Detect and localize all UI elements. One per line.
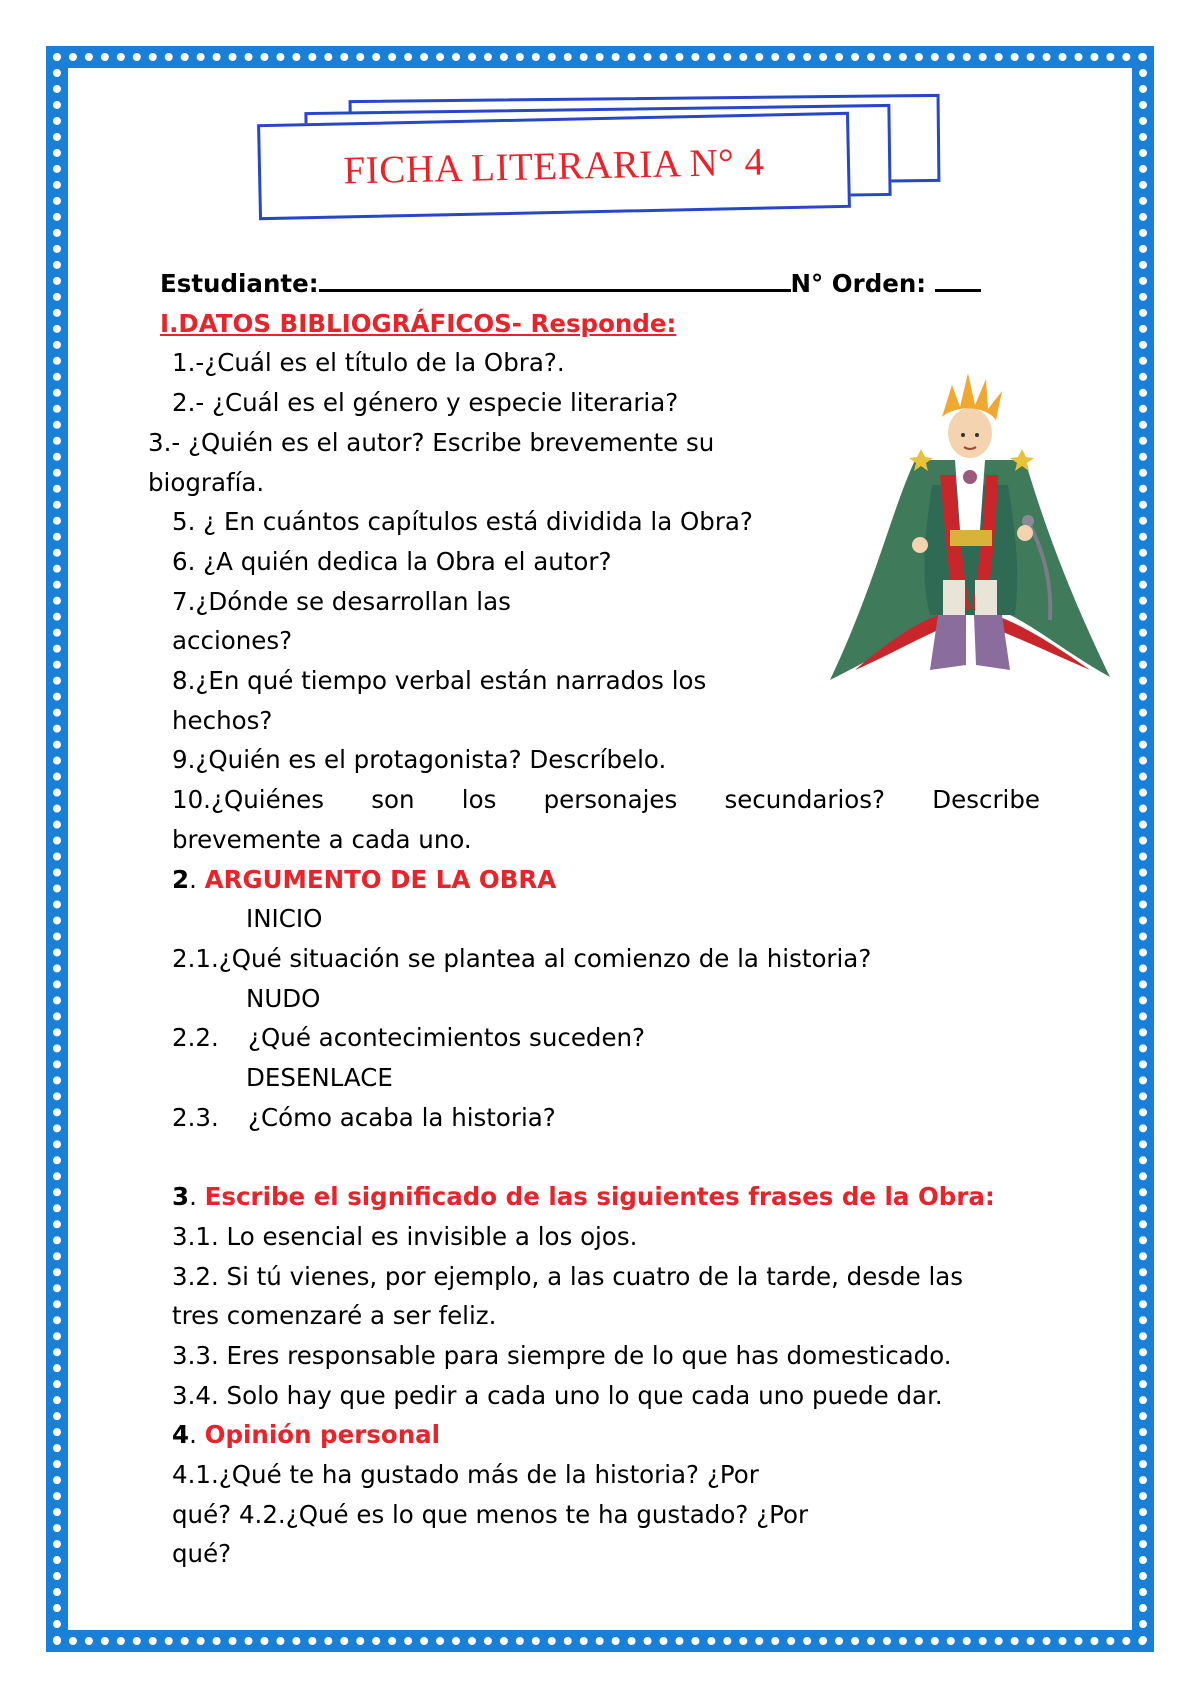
q10-word: personajes bbox=[543, 785, 678, 815]
title-card-front bbox=[257, 112, 851, 220]
q23-number: 2.3. bbox=[172, 1102, 219, 1132]
question-10-line2: brevemente a cada uno. bbox=[172, 824, 472, 854]
section3-heading: 3. Escribe el significado de las siguientes frases de la Obra: bbox=[172, 1182, 995, 1212]
phrase-3-2-line1: 3.2. Si tú vienes, por ejemplo, a las cuatro de la tarde, desde las bbox=[172, 1261, 964, 1291]
question-8-line1: 8.¿En qué tiempo verbal están narrados los bbox=[172, 666, 707, 696]
question-3-line1: 3.- ¿Quién es el autor? Escribe brevemente su bbox=[148, 427, 715, 457]
section2-title: ARGUMENTO DE LA OBRA bbox=[204, 864, 557, 894]
phrase-3-3: 3.3. Eres responsable para siempre de lo que has domesticado. bbox=[172, 1340, 952, 1370]
q10-word: son bbox=[371, 785, 415, 815]
question-8-line2: hechos? bbox=[172, 705, 273, 735]
q23-text: ¿Cómo acaba la historia? bbox=[248, 1102, 556, 1132]
question-5: 5. ¿ En cuántos capítulos está dividida la Obra? bbox=[172, 507, 753, 537]
phrase-3-4: 3.4. Solo hay que pedir a cada uno lo que cada uno puede dar. bbox=[172, 1380, 943, 1410]
phrase-3-2-line2: tres comenzaré a ser feliz. bbox=[172, 1301, 497, 1331]
inicio-label: INICIO bbox=[246, 904, 323, 934]
student-line bbox=[160, 264, 1040, 304]
opinion-line3: qué? bbox=[172, 1539, 232, 1569]
question-2: 2.- ¿Cuál es el género y especie literaria? bbox=[172, 388, 679, 418]
q10-word: Describe bbox=[932, 785, 1040, 815]
student-label: Estudiante: bbox=[160, 269, 319, 298]
section2-number: 2 bbox=[172, 864, 190, 894]
question-3-line2: biografía. bbox=[148, 467, 265, 497]
little-prince-illustration bbox=[820, 365, 1120, 730]
question-2-2 bbox=[160, 1018, 1040, 1058]
desenlace-label: DESENLACE bbox=[246, 1063, 393, 1093]
section4-title: Opinión personal bbox=[204, 1420, 441, 1450]
phrase-3-1: 3.1. Lo esencial es invisible a los ojos. bbox=[172, 1221, 638, 1251]
question-10-line1 bbox=[160, 780, 1040, 820]
question-7-line1: 7.¿Dónde se desarrollan las bbox=[172, 586, 511, 616]
question-6: 6. ¿A quién dedica la Obra el autor? bbox=[172, 546, 612, 576]
q10-word: los bbox=[461, 785, 497, 815]
page-title: FICHA LITERARIA N° 4 bbox=[343, 140, 765, 192]
q10-word: secundarios? bbox=[724, 785, 886, 815]
question-2-3 bbox=[160, 1098, 1040, 1138]
q10-word: 10.¿Quiénes bbox=[172, 785, 325, 815]
section2-heading: 2. ARGUMENTO DE LA OBRA bbox=[172, 864, 557, 894]
section1-heading: I.DATOS BIBLIOGRÁFICOS- Responde: bbox=[160, 308, 677, 338]
opinion-line1: 4.1.¿Qué te ha gustado más de la historia? ¿Por bbox=[172, 1460, 759, 1490]
student-name-blank[interactable] bbox=[319, 289, 791, 292]
section3-number: 3 bbox=[172, 1182, 190, 1212]
question-9: 9.¿Quién es el protagonista? Descríbelo. bbox=[172, 745, 667, 775]
spacer bbox=[160, 1137, 1040, 1177]
question-2-1: 2.1.¿Qué situación se plantea al comienzo de la historia? bbox=[172, 943, 872, 973]
question-7-line2: acciones? bbox=[172, 626, 293, 656]
section4-heading: 4. Opinión personal bbox=[172, 1420, 441, 1450]
question-1: 1.-¿Cuál es el título de la Obra?. bbox=[172, 348, 565, 378]
order-label: N° Orden: bbox=[790, 269, 927, 298]
order-number-blank[interactable] bbox=[935, 289, 981, 292]
q22-text: ¿Qué acontecimientos suceden? bbox=[248, 1023, 646, 1053]
nudo-label: NUDO bbox=[246, 983, 321, 1013]
opinion-line2: qué? 4.2.¿Qué es lo que menos te ha gustado? ¿Por bbox=[172, 1499, 809, 1529]
q22-number: 2.2. bbox=[172, 1023, 219, 1053]
section4-number: 4 bbox=[172, 1420, 190, 1450]
section3-title: Escribe el significado de las siguientes frases de la Obra: bbox=[204, 1182, 995, 1212]
